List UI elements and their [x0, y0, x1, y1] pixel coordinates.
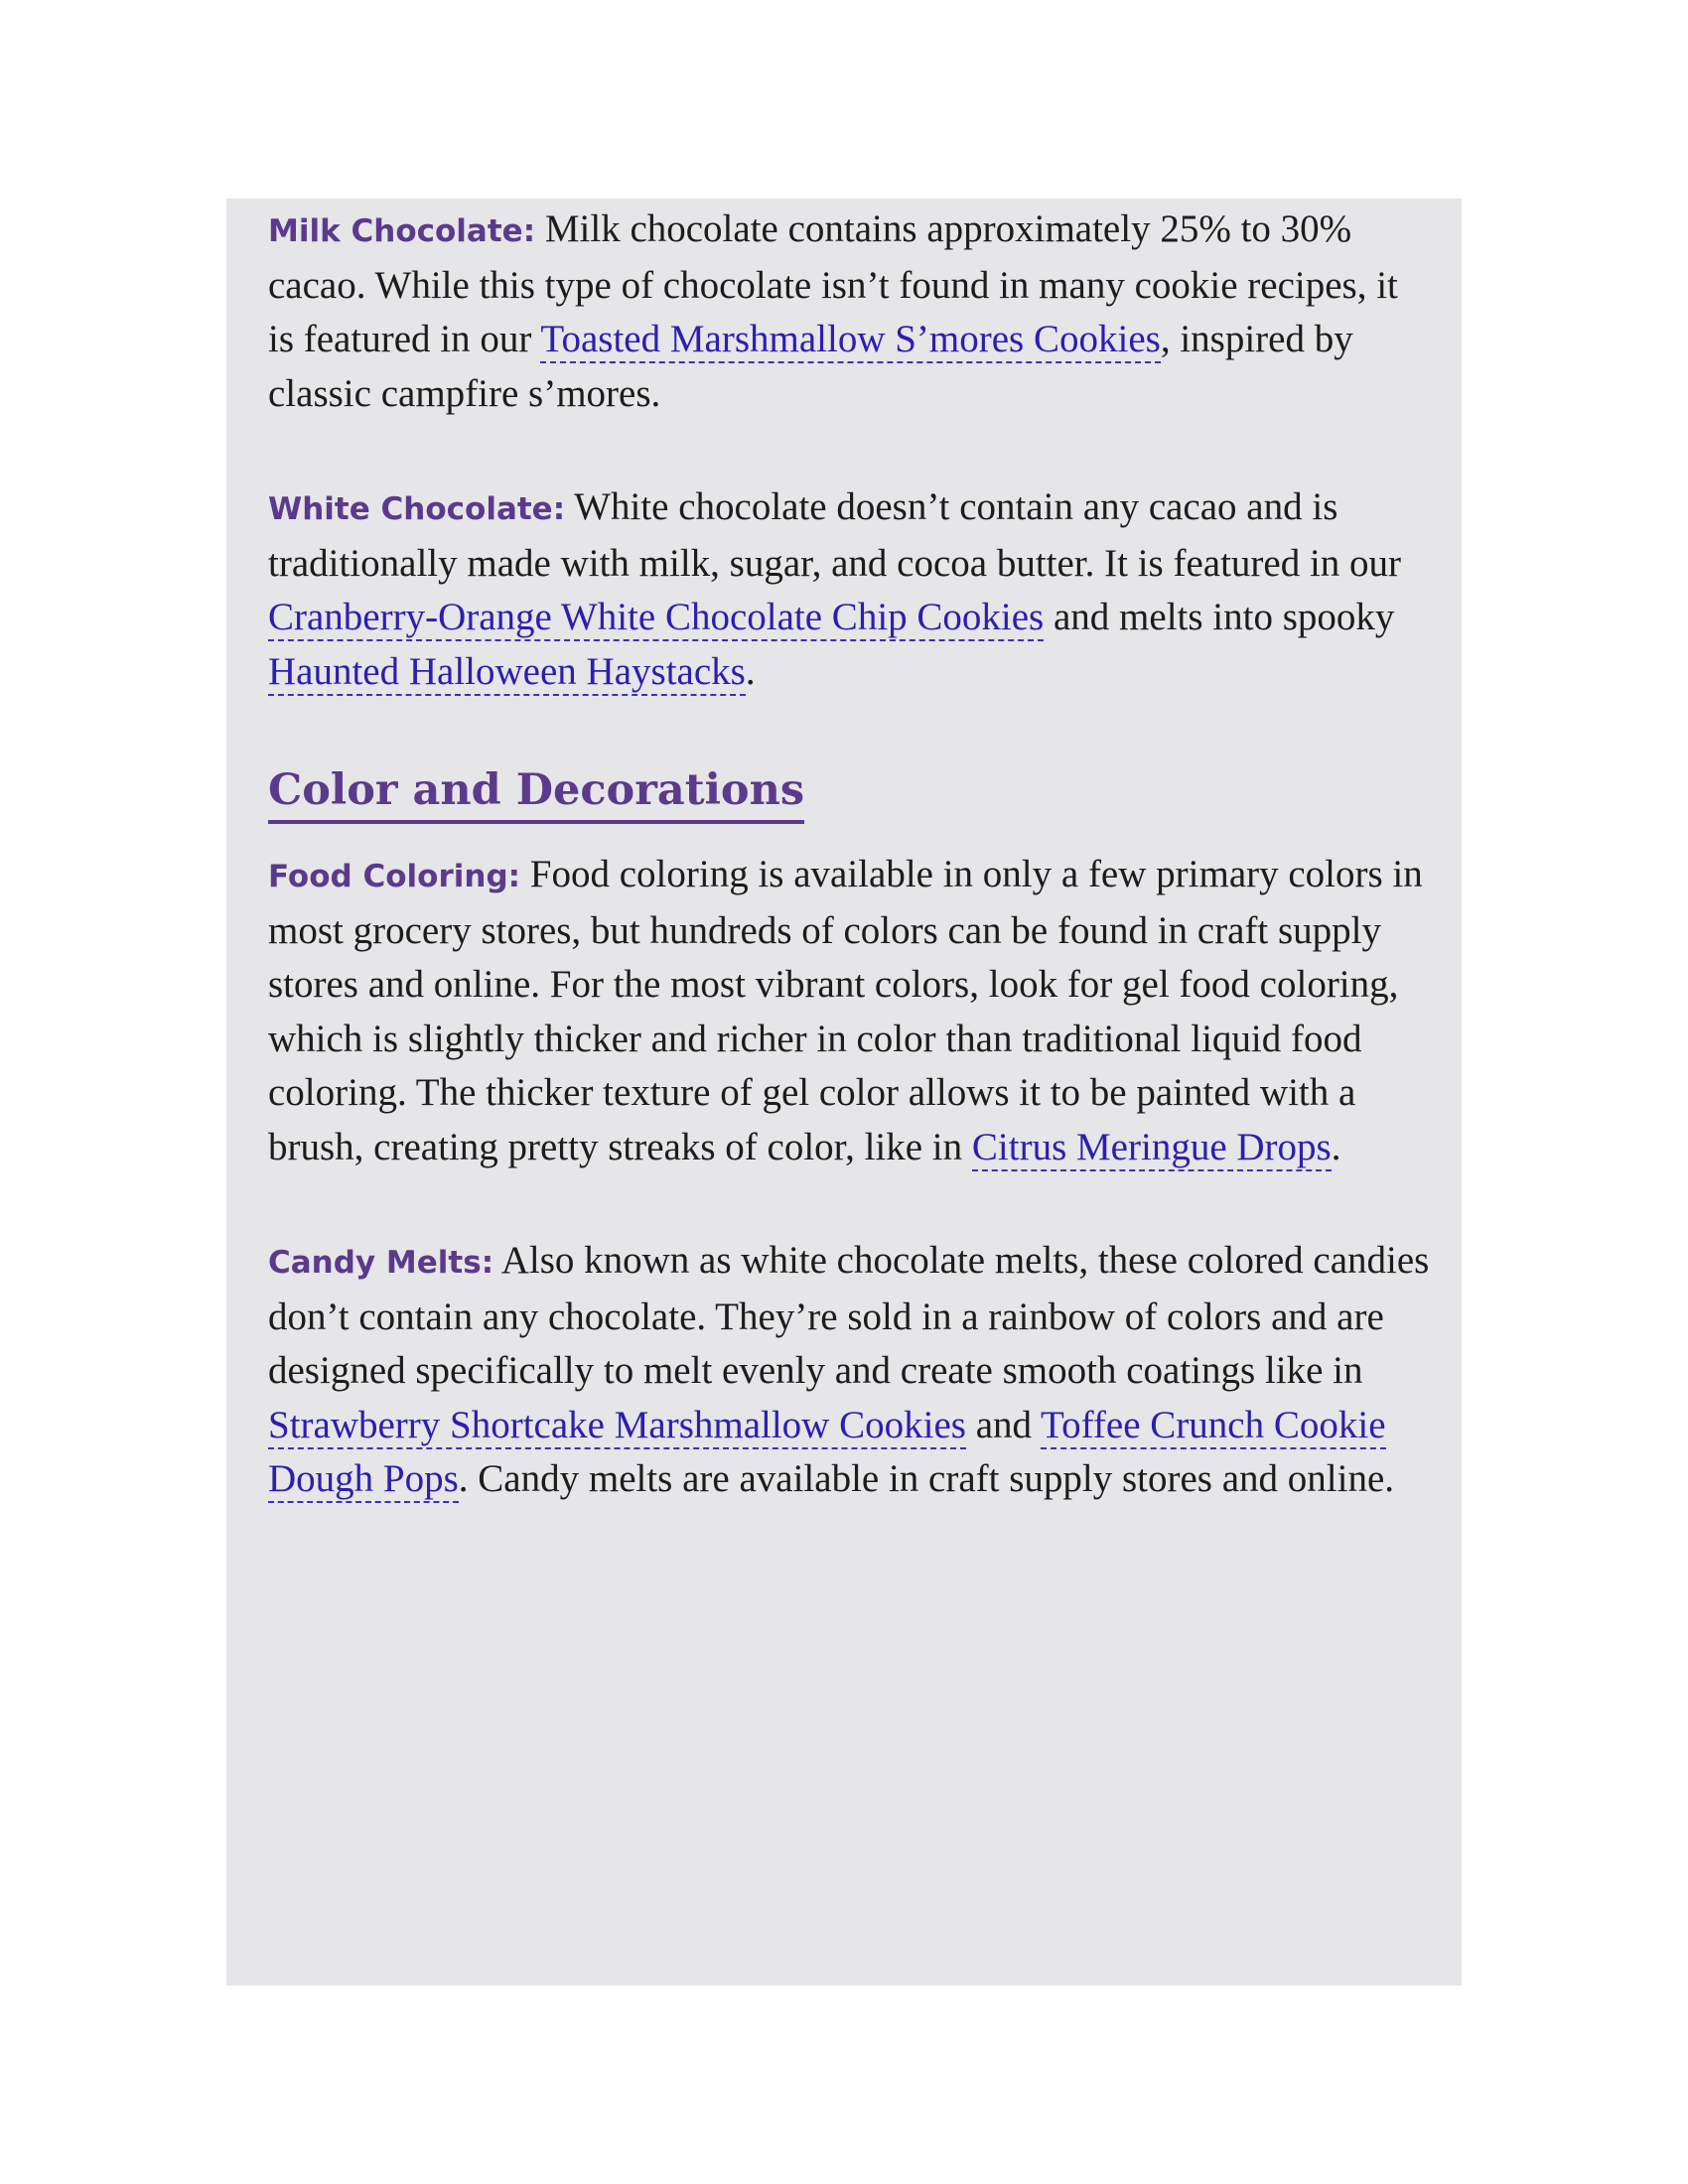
milk-chocolate-text: Milk chocolate contains approximately 25% to 30% cacao. While this type of chocolate isn’t found in many cookie recipes, it is featured in our — [268, 207, 1398, 360]
section-heading: Color and Decorations — [268, 760, 804, 824]
white-chocolate-paragraph — [268, 480, 1430, 699]
candy-melts-paragraph — [268, 1234, 1430, 1507]
candy-melts-text: Also known as white chocolate melts, these colored candies don’t contain any chocolate. They’re sold in a rainbow of colors and are designed specifically to melt evenly and create smooth coatings like in — [268, 1239, 1430, 1392]
milk-chocolate-text-end: , inspired by classic campfire s’mores. — [268, 318, 1353, 415]
white-chocolate-term: White Chocolate: — [268, 491, 566, 527]
smores-cookies-link[interactable]: Toasted Marshmallow S’mores Cookies — [540, 318, 1160, 363]
food-coloring-text: Food coloring is available in only a few primary colors in most grocery stores, but hundreds of colors can be found in craft supply stores and online. For the most vibrant colors, look for gel food coloring, which is slightly thicker and richer in color than traditional liquid food coloring. The thicker texture of gel color allows it to be painted with a brush, creating pretty streaks of color, like in — [268, 853, 1423, 1168]
cranberry-orange-cookies-link[interactable]: Cranberry-Orange White Chocolate Chip Cookies — [268, 596, 1044, 641]
food-coloring-text-end: . — [1331, 1125, 1341, 1168]
candy-melts-term: Candy Melts: — [268, 1245, 494, 1281]
strawberry-shortcake-cookies-link[interactable]: Strawberry Shortcake Marshmallow Cookies — [268, 1404, 966, 1449]
candy-melts-text-end: . Candy melts are available in craft supply stores and online. — [458, 1457, 1395, 1500]
food-coloring-term: Food Coloring: — [268, 859, 521, 894]
paragraph-spacer — [268, 1174, 1430, 1234]
white-chocolate-text-mid: and melts into spooky — [1044, 596, 1395, 638]
section-heading-wrap — [268, 760, 1430, 824]
toffee-crunch-pops-link[interactable]: Toffee Crunch Cookie Dough Pops — [268, 1404, 1386, 1504]
article-body — [268, 203, 1430, 1507]
halloween-haystacks-link[interactable]: Haunted Halloween Haystacks — [268, 650, 746, 696]
white-chocolate-text-end: . — [745, 649, 756, 693]
citrus-meringue-drops-link[interactable]: Citrus Meringue Drops — [972, 1126, 1332, 1171]
paragraph-spacer — [268, 421, 1430, 480]
candy-melts-text-mid: and — [965, 1403, 1042, 1446]
milk-chocolate-term: Milk Chocolate: — [268, 213, 536, 249]
milk-chocolate-paragraph — [268, 203, 1430, 421]
food-coloring-paragraph — [268, 848, 1430, 1174]
content-panel — [226, 199, 1462, 1985]
white-chocolate-text: White chocolate doesn’t contain any cacao and is traditionally made with milk, sugar, and cocoa butter. It is featured in our — [268, 485, 1402, 585]
